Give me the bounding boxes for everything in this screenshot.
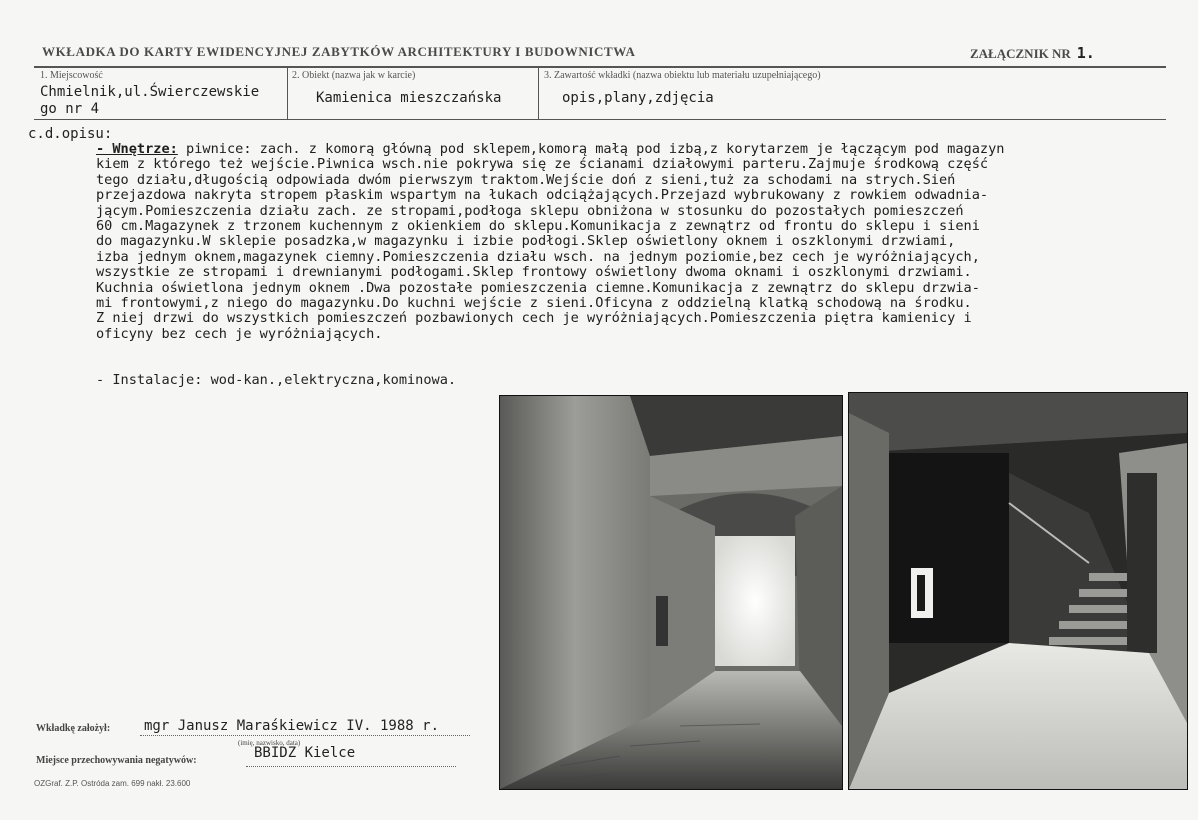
print-info: OZGraf. Z.P. Ostróda zam. 699 nakł. 23.600 <box>34 779 191 788</box>
description-line: 60 cm.Magazynek z trzonem kuchennym z okienkiem do sklepu.Komunikacja z zewnątrz od frontu do sklepu i sieni <box>96 218 980 235</box>
description-line: kiem z którego też wejście.Piwnica wsch.nie pokrywa się ze ścianami działowymi parteru.Zajmuje środkową część <box>96 156 989 173</box>
contents-label: 3. Zawartość wkładki (nazwa obiektu lub materiału uzupełniającego) <box>544 70 821 81</box>
field-divider-1 <box>287 67 288 119</box>
compiled-by-hint: (imię, nazwisko, data) <box>238 739 301 747</box>
description-line: przejazdowa nakryta stropem płaskim wspartym na łukach odciążających.Przejazd wybrukowany z rowkiem odwadnia- <box>96 187 989 204</box>
object-value: Kamienica mieszczańska <box>316 90 502 106</box>
passage-photo-image <box>500 396 842 789</box>
description-text <box>96 142 1196 342</box>
description-line: tego działu,długością odpowiada dwóm pierwszym traktom.Wejście doń z sieni,tuż za schodami na strych.Sień <box>96 171 956 188</box>
continuation-label: c.d.opisu: <box>28 126 113 142</box>
object-label: 2. Obiekt (nazwa jak w karcie) <box>292 70 416 81</box>
staircase-photo <box>848 392 1188 790</box>
form-title: WKŁADKA DO KARTY EWIDENCYJNEJ ZABYTKÓW ARCHITEKTURY I BUDOWNICTWA <box>42 44 636 59</box>
negatives-dotline <box>246 766 456 767</box>
annex-label <box>970 44 1095 62</box>
negatives-location-label: Miejsce przechowywania negatywów: <box>36 755 197 766</box>
compiled-by-dotline <box>140 735 470 736</box>
header-rule-top <box>34 66 1166 68</box>
locality-value-line1: Chmielnik,ul.Świerczewskie <box>40 84 260 100</box>
annex-label-text: ZAŁĄCZNIK NR <box>970 46 1071 61</box>
field-divider-2 <box>538 67 539 119</box>
compiled-by-value: mgr Janusz Maraśkiewicz IV. 1988 r. <box>144 718 440 734</box>
description-line: wszystkie ze stropami i drewnianymi podłogami.Sklep frontowy oświetlony dwoma oknami i oszklonymi drzwiami. <box>96 264 972 281</box>
description-line: Z niej drzwi do wszystkich pomieszczeń pozbawionych cech je wyróżniających.Pomieszczenia piętra kamienicy i <box>96 310 972 327</box>
description-line: piwnice: zach. z komorą główną pod sklepem,komorą małą pod izbą,z korytarzem je łączącym pod magazyn <box>177 141 1005 157</box>
interior-heading: - Wnętrze: <box>96 141 178 157</box>
negatives-location-value: BBIDZ Kielce <box>254 745 356 761</box>
description-line: Kuchnia oświetlona jednym oknem .Dwa pozostałe pomieszczenia ciemne.Komunikacja z zewnątrz do sklepu drzwia- <box>96 279 980 296</box>
compiled-by-label: Wkładkę założył: <box>36 723 111 734</box>
passage-photo <box>499 395 843 790</box>
description-line: oficyny bez cech je wyróżniających. <box>96 325 383 342</box>
description-line: mi frontowymi,z niego do magazynku.Do kuchni wejście z sieni.Oficyna z oddzielną klatką schodową na środku. <box>96 295 972 312</box>
staircase-photo-image <box>849 393 1187 789</box>
contents-value: opis,plany,zdjęcia <box>562 90 714 106</box>
description-line: izba jednym oknem,magazynek ciemny.Pomieszczenia działu wsch. na jednym poziomie,bez cech je wyróżniających, <box>96 248 980 265</box>
header-rule-bottom <box>34 119 1166 120</box>
annex-number: 1. <box>1076 44 1095 62</box>
description-line: jącym.Pomieszczenia działu zach. ze stropami,podłoga sklepu obniżona w stosunku do pozostałych pomieszczeń <box>96 202 964 219</box>
description-line: do magazynku.W sklepie posadzka,w magazynku i izbie podłogi.Sklep oświetlony oknem i oszklonymi drzwiami, <box>96 233 956 250</box>
locality-value-line2: go nr 4 <box>40 101 100 117</box>
locality-label: 1. Miejscowość <box>40 70 103 81</box>
installations-line: - Instalacje: wod-kan.,elektryczna,kominowa. <box>96 372 457 388</box>
